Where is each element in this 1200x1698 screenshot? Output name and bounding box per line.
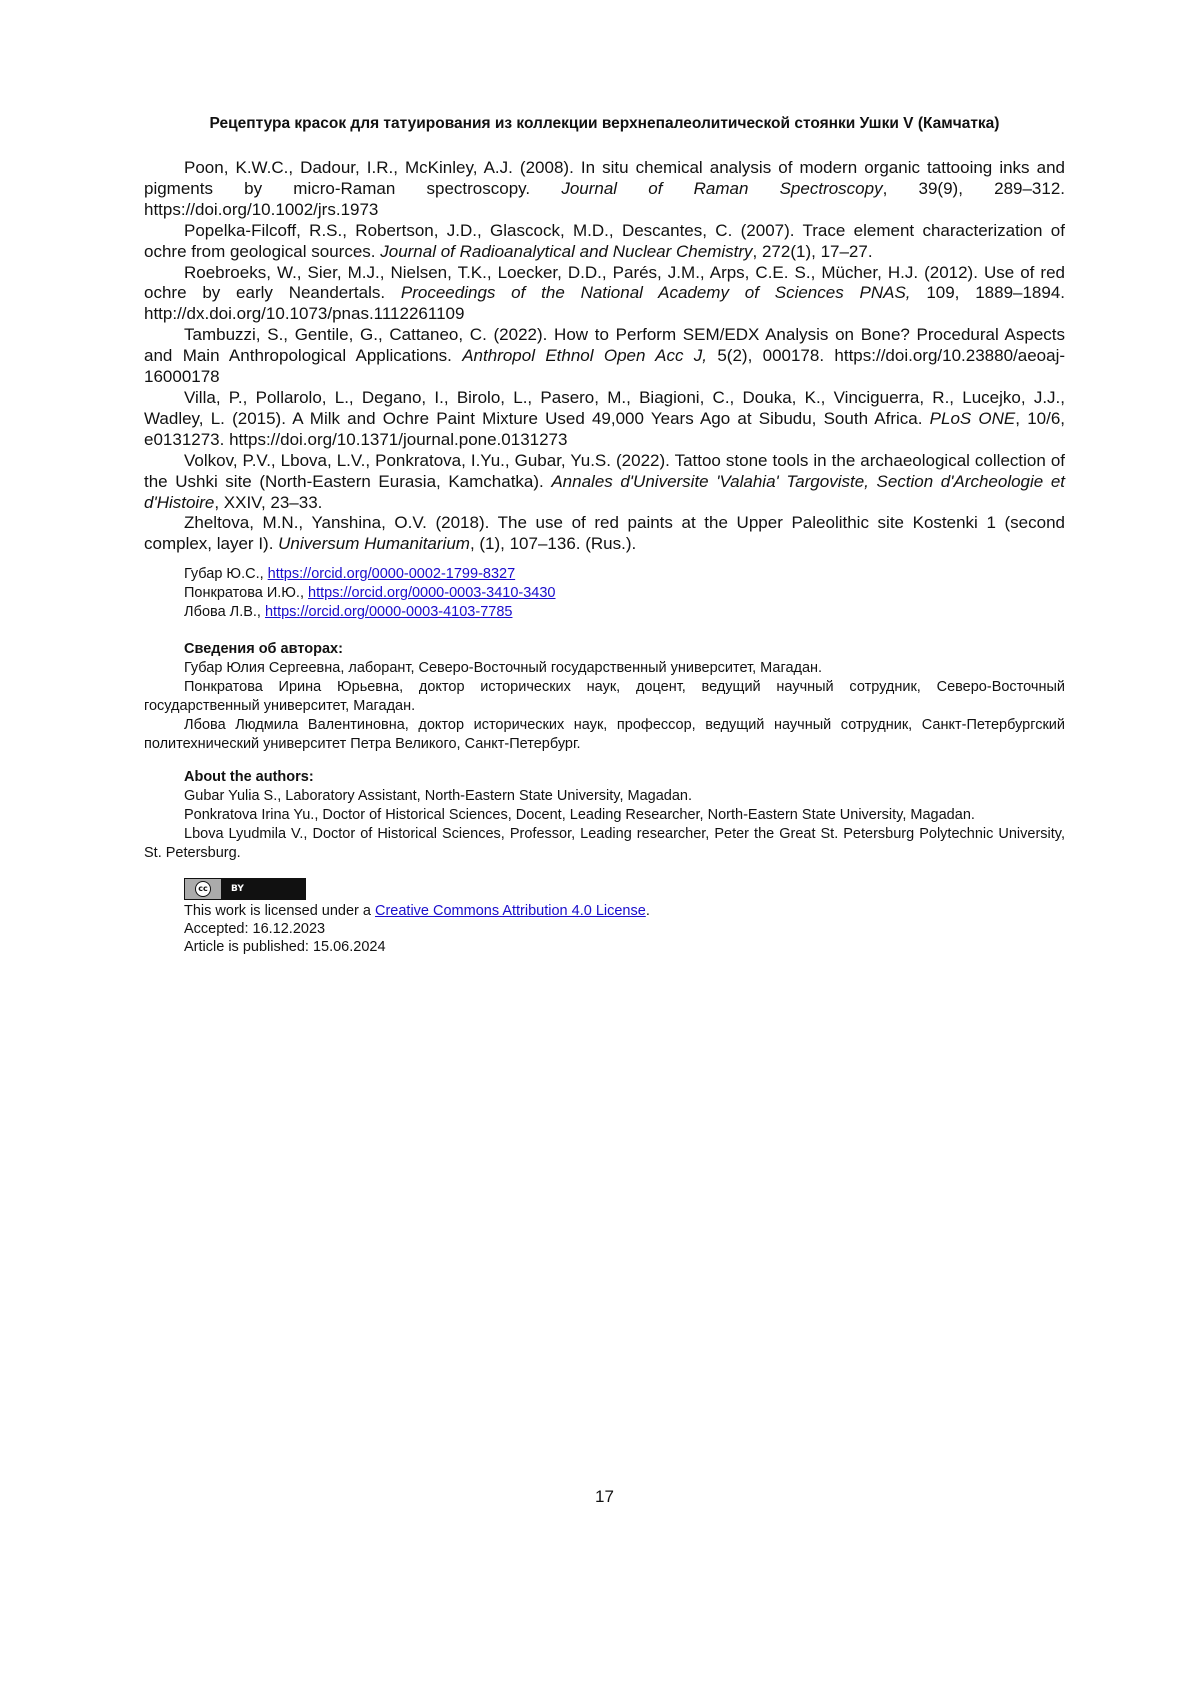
reference-item: Poon, K.W.C., Dadour, I.R., McKinley, A.J. (2008). In situ chemical analysis of modern organic tattooing inks and pigments by micro-Raman spectroscopy. Journal of Raman Spectroscopy, 39(9), 289–312. https://doi.org/10.1002/jrs.1973: [144, 158, 1066, 219]
reference-list: [144, 158, 1065, 555]
reference-item: Popelka-Filcoff, R.S., Robertson, J.D., Glascock, M.D., Descantes, C. (2007). Trace element characterization of ochre from geological sources. Journal of Radioanalytical and Nuclear Chemistry, 272(1), 17–27.: [144, 220, 1065, 261]
accepted-date: Accepted: 16.12.2023: [184, 921, 326, 937]
author-info: Lbova Lyudmila V., Doctor of Historical Sciences, Professor, Leading researcher, Peter the Great St. Petersburg Polytechnic University, St. Petersburg.: [144, 826, 1065, 861]
cc-by-badge-icon: cc BY: [184, 878, 306, 900]
page-number: 17: [595, 1487, 614, 1506]
authors-en-section: [144, 768, 1065, 863]
license-block: [184, 878, 650, 956]
author-info: Gubar Yulia S., Laboratory Assistant, North-Eastern State University, Magadan.: [184, 788, 693, 804]
reference-item: Tambuzzi, S., Gentile, G., Cattaneo, C. (2022). How to Perform SEM/EDX Analysis on Bone? Procedural Aspects and Main Anthropological Applications. Anthropol Ethnol Open Acc J, 5(2), 000178. https://doi.org/10.23880/aeoaj-16000178: [144, 325, 1066, 387]
reference-item: Volkov, P.V., Lbova, L.V., Ponkratova, I.Yu., Gubar, Yu.S. (2022). Tattoo stone tools in the archaeological collection of the Ushki site (North-Eastern Eurasia, Kamchatka). Annales d'Universite 'Valahia' Targoviste, Section d'Archeologie et d'Histoire, XXIV, 23–33.: [144, 450, 1065, 512]
orcid-link[interactable]: https://orcid.org/0000-0003-4103-7785: [264, 604, 513, 620]
authors-en-heading: About the authors:: [184, 769, 314, 785]
authors-ru-section: [144, 640, 1065, 754]
license-link[interactable]: Creative Commons Attribution 4.0 License: [375, 903, 646, 919]
orcid-item: Губар Ю.С., https://orcid.org/0000-0002-1799-8327: [184, 566, 516, 582]
orcid-link[interactable]: https://orcid.org/0000-0003-3410-3430: [308, 585, 556, 601]
reference-item: Villa, P., Pollarolo, L., Degano, I., Birolo, L., Pasero, M., Biagioni, C., Douka, K., Vinciguerra, R., Lucejko, J.J., Wadley, L. (2015). A Milk and Ochre Paint Mixture Used 49,000 Years Ago at Sibudu, South Africa. PLoS ONE, 10/6, e0131273. https://doi.org/10.1371/journal.pone.0131273: [144, 387, 1066, 449]
license-text: This work is licensed under a Creative Commons Attribution 4.0 License.: [184, 903, 650, 919]
running-head: Рецептура красок для татуирования из коллекции верхнепалеолитической стоянки Ушки V (Камчатка): [209, 115, 1000, 132]
orcid-link[interactable]: https://orcid.org/0000-0002-1799-8327: [267, 566, 516, 582]
orcid-list: [184, 565, 556, 622]
author-info: Понкратова Ирина Юрьевна, доктор исторических наук, доцент, ведущий научный сотрудник, Северо-Восточный государственный университет, Магадан.: [144, 679, 1065, 714]
orcid-item: Понкратова И.Ю., https://orcid.org/0000-0003-3410-3430: [184, 585, 556, 601]
authors-ru-heading: Сведения об авторах:: [184, 641, 343, 657]
author-info: Ponkratova Irina Yu., Doctor of Historical Sciences, Docent, Leading Researcher, North-Eastern State University, Magadan.: [184, 807, 975, 823]
reference-item: Zheltova, M.N., Yanshina, O.V. (2018). The use of red paints at the Upper Paleolithic site Kostenki 1 (second complex, layer I). Universum Humanitarium, (1), 107–136. (Rus.).: [144, 513, 1065, 554]
author-info: Лбова Людмила Валентиновна, доктор исторических наук, профессор, ведущий научный сотрудник, Санкт-Петербургский политехнический университет Петра Великого, Санкт-Петербург.: [144, 717, 1065, 752]
reference-item: Roebroeks, W., Sier, M.J., Nielsen, T.K., Loecker, D.D., Parés, J.M., Arps, C.E. S., Mücher, H.J. (2012). Use of red ochre by early Neandertals. Proceedings of the National Academy of Sciences PNAS, 109, 1889–1894. http://dx.doi.org/10.1073/pnas.1112261109: [144, 262, 1066, 324]
published-date: Article is published: 15.06.2024: [184, 939, 386, 955]
author-info: Губар Юлия Сергеевна, лаборант, Северо-Восточный государственный университет, Магадан.: [184, 660, 823, 676]
orcid-item: Лбова Л.В., https://orcid.org/0000-0003-4103-7785: [184, 604, 513, 620]
